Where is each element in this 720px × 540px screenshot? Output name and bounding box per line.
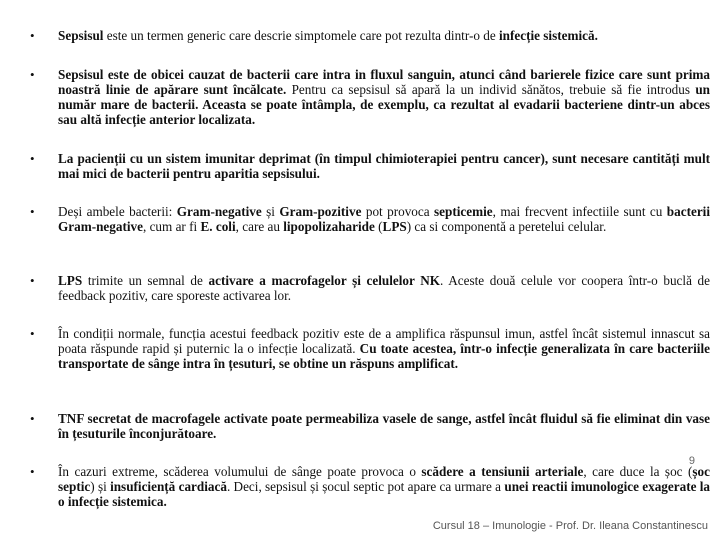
text-run: În cazuri extreme, scăderea volumului de sânge poate provoca o	[58, 464, 422, 479]
bold-text-run: șoc septic	[58, 464, 710, 494]
bold-text-run: Cu toate acestea, într-o infecție generalizata în care bacteriile transportate de sânge intra în țesuturi, se obtine un răspuns amplificat.	[58, 341, 710, 371]
bold-text-run: unei reactii imunologice exagerate la o infecție sistemica.	[58, 479, 711, 509]
bold-text-run: septicemie	[434, 204, 493, 219]
bullet-text	[58, 411, 710, 441]
bold-text-run: Gram-pozitive	[279, 204, 362, 219]
bold-text-run: infecție sistemică.	[499, 28, 598, 43]
bullet-text	[58, 273, 710, 303]
bullet-item	[30, 464, 710, 509]
text-run: , mai frecvent infectiile sunt cu	[492, 204, 667, 219]
text-run: ) și	[90, 479, 111, 494]
bullet-dot: •	[30, 464, 35, 479]
text-run: , care au	[235, 219, 284, 234]
bold-text-run: insuficiență cardiacă	[110, 479, 227, 494]
bold-text-run: E. coli	[200, 219, 236, 234]
bold-text-run: scădere a tensiunii arteriale	[421, 464, 584, 479]
text-run: ) ca si componentă a peretelui celular.	[406, 219, 607, 234]
bold-text-run: Sepsisul	[58, 28, 104, 43]
bullet-dot: •	[30, 28, 35, 43]
text-run: . Aceste două celule vor coopera într-o buclă de feedback pozitiv, care sporeste activarea lor.	[58, 273, 710, 303]
bullet-text	[58, 204, 710, 234]
bullet-item	[30, 151, 710, 181]
bold-text-run: Sepsisul este de obicei cauzat de bacterii care intra in fluxul sanguin, atunci când barierele fizice care sunt prima noastră linie de apărare sunt încălcate.	[58, 67, 710, 97]
bullet-dot: •	[30, 151, 35, 166]
bullet-item	[30, 411, 710, 441]
bullet-item	[30, 326, 710, 371]
bullet-item	[30, 28, 710, 43]
text-run: , cum ar fi	[142, 219, 201, 234]
footer-caption: Cursul 18 – Imunologie - Prof. Dr. Ileana Constantinescu	[432, 520, 708, 532]
text-run: (	[374, 219, 383, 234]
bold-text-run: lipopolizaharide	[283, 219, 375, 234]
bullet-text	[58, 151, 710, 181]
bullet-text	[58, 67, 710, 127]
text-run: . Deci, sepsisul și șocul septic pot apare ca urmare a	[226, 479, 505, 494]
bold-text-run: bacterii Gram-negative	[58, 204, 711, 234]
bullet-item	[30, 204, 710, 234]
bullet-dot: •	[30, 67, 35, 82]
text-run: În condiții normale, funcția acestui feedback pozitiv este de a amplifica răspunsul imun, astfel încât sistemul innascut sa poata răspunde rapid și puternic la o infecție localizată.	[58, 326, 710, 356]
bullet-dot: •	[30, 326, 35, 341]
bold-text-run: LPS	[382, 219, 407, 234]
bold-text-run: un număr mare de bacterii. Aceasta se poate întâmpla, de exemplu, ca rezultat al evadarii bacteriene dintr-un abces sau altă infecție anterior localizata.	[58, 82, 710, 127]
text-run: Deși ambele bacterii:	[58, 204, 177, 219]
text-run: trimite un semnal de	[82, 273, 209, 288]
text-run: Pentru ca sepsisul să apară la un individ sănătos, trebuie să fie introdus	[286, 82, 696, 97]
page-number: 9	[688, 455, 695, 467]
bullet-dot: •	[30, 411, 35, 426]
bullet-dot: •	[30, 204, 35, 219]
bold-text-run: La pacienții cu un sistem imunitar deprimat (în timpul chimioterapiei pentru cancer), sunt necesare cantități mult mai mici de bacterii pentru aparitia sepsisului.	[58, 151, 710, 181]
bold-text-run: LPS	[58, 273, 83, 288]
text-run: și	[261, 204, 280, 219]
bullet-text	[58, 464, 710, 509]
bold-text-run: Gram-negative	[176, 204, 262, 219]
text-run: pot provoca	[361, 204, 435, 219]
bullet-dot: •	[30, 273, 35, 288]
text-run: , care duce la șoc (	[583, 464, 693, 479]
bullet-item	[30, 273, 710, 303]
bullet-text	[58, 28, 710, 43]
text-run: este un termen generic care descrie simptomele care pot rezulta dintr-o de	[103, 28, 499, 43]
bold-text-run: TNF secretat de macrofagele activate poate permeabiliza vasele de sange, astfel încât fluidul să fie eliminat din vase în țesuturile înconjurătoare.	[58, 411, 710, 441]
bullet-item	[30, 67, 710, 127]
bold-text-run: activare a macrofagelor și celulelor NK	[208, 273, 441, 288]
bullet-text	[58, 326, 710, 371]
